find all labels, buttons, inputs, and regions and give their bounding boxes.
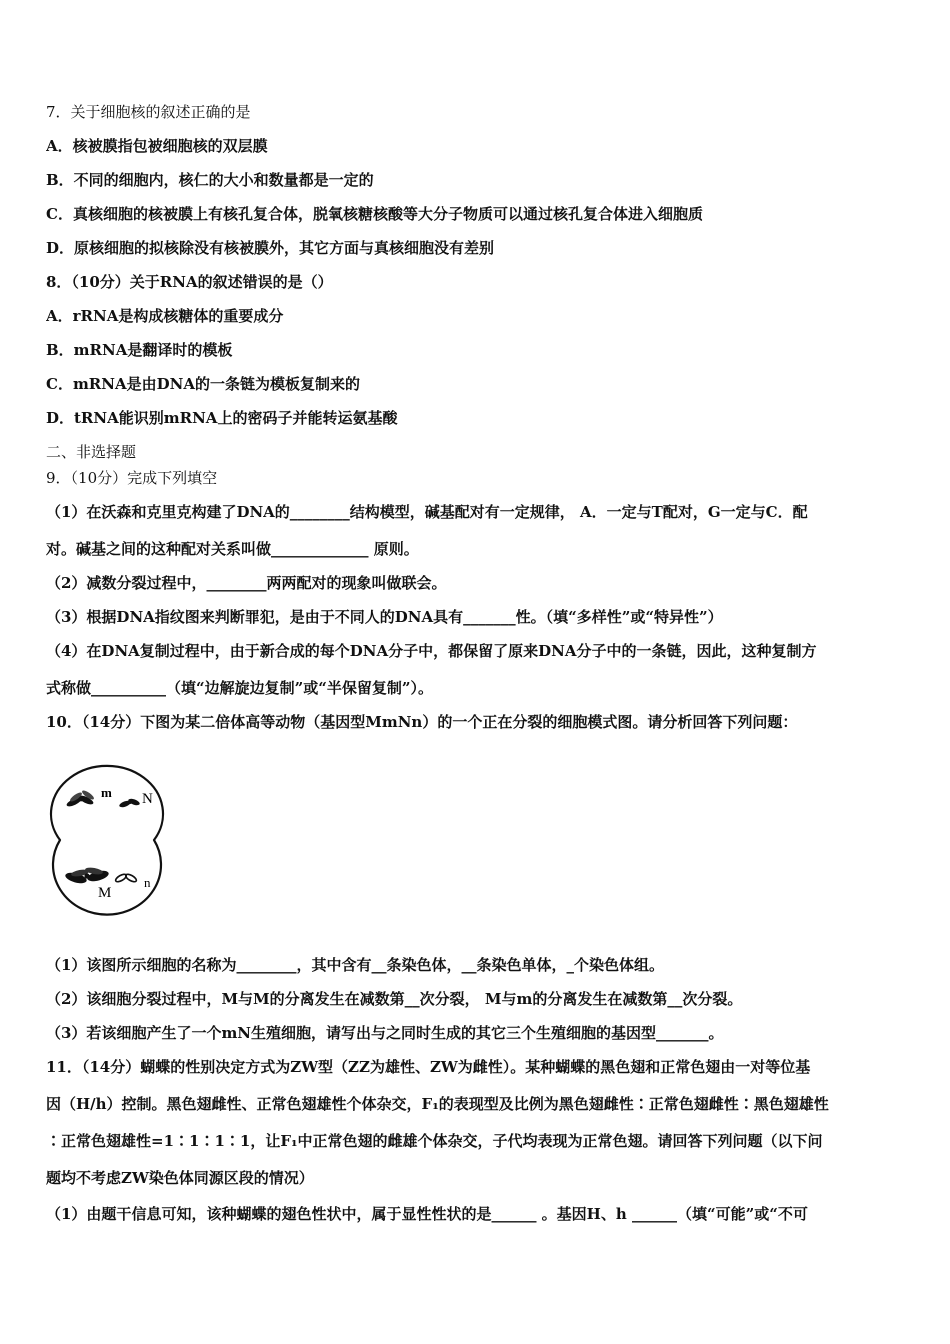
q9-part-1-line-2: 对。碱基之间的这种配对关系叫做_____________ 原则。	[46, 540, 419, 558]
question-11-line-2: 因（H/h）控制。黑色翅雌性、正常色翅雄性个体杂交，F₁的表现型及比例为黑色翅雌性∶正常色翅雌性∶黑色翅雄性	[46, 1095, 829, 1113]
gene-label-M: M	[98, 885, 112, 901]
cell-division-diagram	[46, 742, 174, 940]
q10-part-2: （2）该细胞分裂过程中，M与M的分离发生在减数第__次分裂， M与m的分离发生在减数第__次分裂。	[46, 990, 743, 1008]
q10-part-3: （3）若该细胞产生了一个mN生殖细胞，请写出与之同时生成的其它三个生殖细胞的基因型_______。	[46, 1024, 724, 1042]
q8-option-c: C．mRNA是由DNA的一条链为模板复制来的	[46, 375, 360, 393]
question-10-stem: 10．（14分）下图为某二倍体高等动物（基因型MmNn）的一个正在分裂的细胞模式图。请分析回答下列问题：	[46, 713, 798, 731]
q9-part-2: （2）减数分裂过程中，________两两配对的现象叫做联会。	[46, 574, 447, 592]
q10-part-1: （1）该图所示细胞的名称为________，其中含有__条染色体，__条染色单体，_个染色体组。	[46, 956, 664, 974]
q9-part-3: （3）根据DNA指纹图来判断罪犯，是由于不同人的DNA具有_______性。（填“多样性”或“特异性”）	[46, 608, 723, 626]
q8-option-b: B．mRNA是翻译时的模板	[46, 341, 233, 359]
q8-option-a: A．rRNA是构成核糖体的重要成分	[46, 307, 284, 325]
q7-option-d: D．原核细胞的拟核除没有核被膜外，其它方面与真核细胞没有差别	[46, 239, 495, 257]
q7-option-a: A．核被膜指包被细胞核的双层膜	[46, 137, 268, 155]
question-11-line-4: 题均不考虑ZW染色体同源区段的情况）	[46, 1169, 314, 1187]
q8-option-d: D．tRNA能识别mRNA上的密码子并能转运氨基酸	[46, 409, 398, 427]
question-11-line-1: 11．（14分）蝴蝶的性别决定方式为ZW型（ZZ为雄性、ZW为雌性）。某种蝴蝶的黑色翅和正常色翅由一对等位基	[46, 1058, 811, 1076]
gene-label-n: n	[144, 875, 151, 890]
question-11-line-3: ∶正常色翅雄性=1∶1∶1∶1，让F₁中正常色翅的雌雄个体杂交，子代均表现为正常色翅。请回答下列问题（以下问	[46, 1132, 823, 1150]
question-9-stem: 9．（10分）完成下列填空	[46, 469, 218, 487]
question-7-stem: 7．关于细胞核的叙述正确的是	[46, 103, 251, 121]
q9-part-4-line-2: 式称做__________（填“边解旋边复制”或“半保留复制”）。	[46, 679, 434, 697]
gene-label-N: N	[142, 791, 153, 807]
question-8-stem: 8．（10分）关于RNA的叙述错误的是（）	[46, 273, 333, 291]
q7-option-b: B．不同的细胞内，核仁的大小和数量都是一定的	[46, 171, 374, 189]
q9-part-1-line-1: （1）在沃森和克里克构建了DNA的________结构模型，碱基配对有一定规律， A．一定与T配对，G一定与C．配	[46, 503, 808, 521]
q11-part-1: （1）由题干信息可知，该种蝴蝶的翅色性状中，属于显性性状的是______ 。基因H、h ______（填“可能”或“不可	[46, 1205, 808, 1223]
gene-label-m: m	[101, 785, 112, 800]
q9-part-4-line-1: （4）在DNA复制过程中，由于新合成的每个DNA分子中，都保留了原来DNA分子中的一条链，因此，这种复制方	[46, 642, 817, 660]
q7-option-c: C．真核细胞的核被膜上有核孔复合体，脱氧核糖核酸等大分子物质可以通过核孔复合体进入细胞质	[46, 205, 703, 223]
section-heading: 二、非选择题	[46, 443, 137, 461]
